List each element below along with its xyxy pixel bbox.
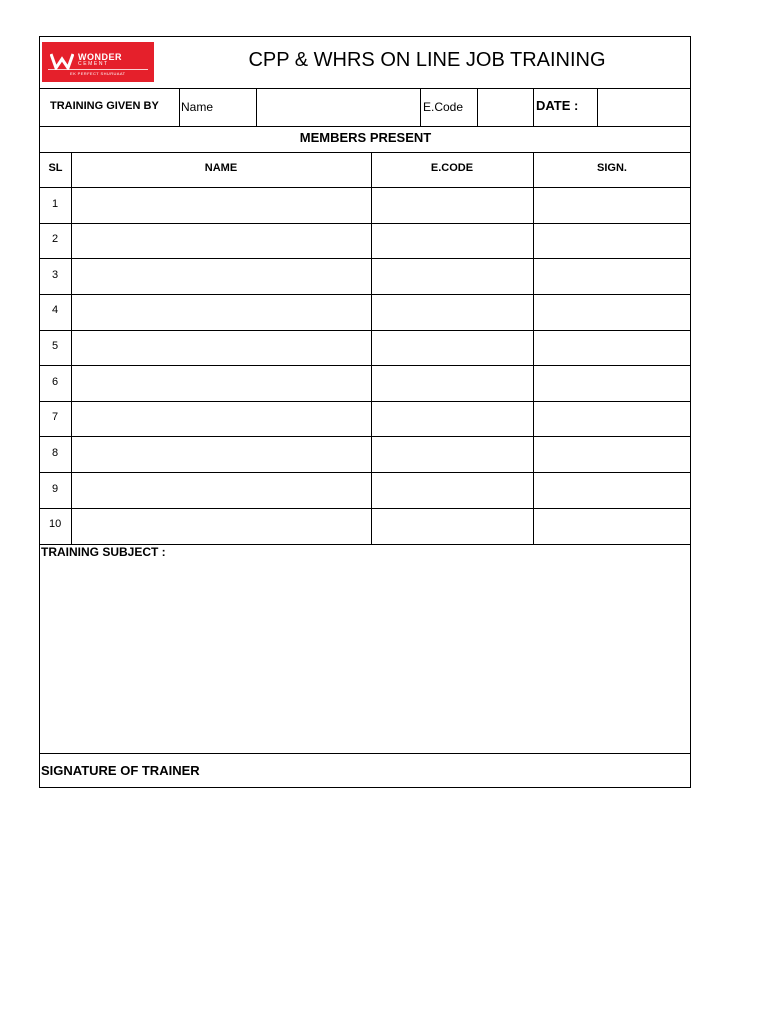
logo-rule	[48, 69, 148, 70]
date-label: DATE :	[536, 98, 579, 113]
divider	[533, 88, 534, 126]
divider	[40, 223, 691, 224]
row-number: 5	[52, 340, 59, 352]
wonder-w-logo-icon	[50, 52, 74, 70]
divider	[40, 508, 691, 509]
divider	[40, 401, 691, 402]
members-present-heading: MEMBERS PRESENT	[299, 130, 432, 145]
divider	[40, 294, 691, 295]
divider	[40, 152, 691, 153]
divider	[420, 88, 421, 126]
logo-sub-text: CEMENT	[78, 61, 109, 67]
training-form	[39, 36, 691, 788]
row-number: 6	[52, 376, 59, 388]
logo-brand-text: WONDER	[78, 52, 122, 62]
training-subject-label: TRAINING SUBJECT :	[41, 545, 166, 559]
row-number: 2	[52, 233, 59, 245]
row-number: 9	[52, 483, 59, 495]
divider	[40, 126, 691, 127]
row-number: 3	[52, 269, 59, 281]
signature-of-trainer-label: SIGNATURE OF TRAINER	[41, 763, 200, 778]
divider	[71, 152, 72, 544]
column-header-name: NAME	[204, 162, 238, 174]
training-given-by-label: TRAINING GIVEN BY	[50, 100, 159, 112]
row-number: 4	[52, 304, 59, 316]
form-title: CPP & WHRS ON LINE JOB TRAINING	[248, 49, 606, 71]
column-header-sign: SIGN.	[597, 162, 627, 174]
trainer-ecode-field[interactable]	[478, 89, 533, 126]
divider	[40, 753, 691, 754]
row-number: 1	[52, 198, 59, 210]
logo-tagline: EK PERFECT SHURUAAT	[70, 71, 126, 76]
row-number: 7	[52, 411, 59, 423]
trainer-name-field[interactable]	[257, 89, 420, 126]
divider	[40, 330, 691, 331]
divider	[371, 152, 372, 544]
row-number: 10	[49, 518, 62, 530]
row-number: 8	[52, 447, 59, 459]
divider	[40, 258, 691, 259]
divider	[40, 472, 691, 473]
divider	[40, 436, 691, 437]
column-header-sl: SL	[48, 162, 63, 174]
date-field[interactable]	[598, 89, 691, 126]
name-label: Name	[181, 100, 214, 114]
divider	[40, 187, 691, 188]
training-subject-field[interactable]	[41, 561, 690, 751]
divider	[179, 88, 180, 126]
divider	[40, 365, 691, 366]
wonder-cement-logo	[42, 42, 154, 82]
column-header-ecode: E.CODE	[430, 162, 474, 174]
divider	[533, 152, 534, 544]
ecode-label: E.Code	[423, 100, 464, 114]
